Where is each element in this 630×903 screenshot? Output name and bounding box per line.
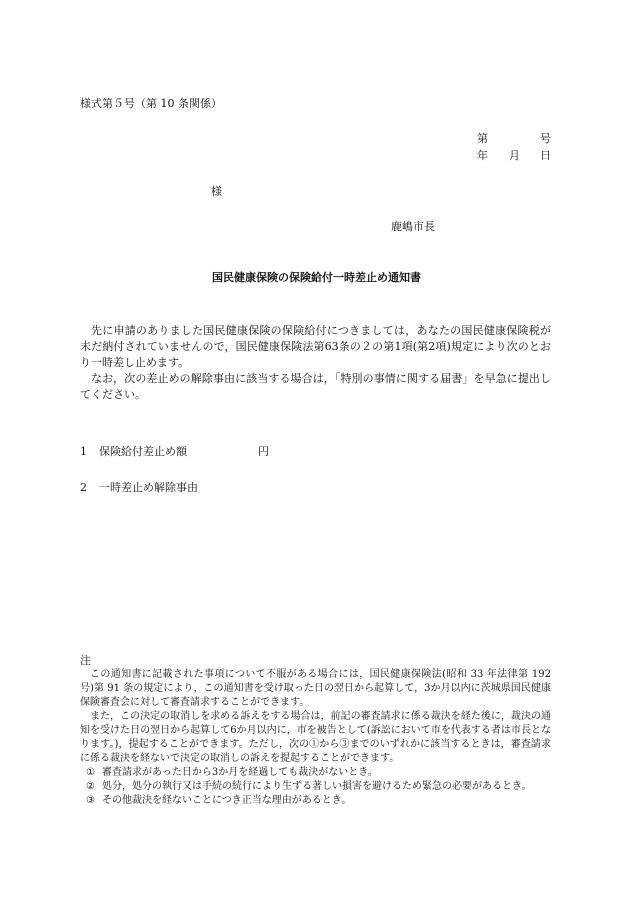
- item-unit: 円: [258, 445, 269, 458]
- sender: 鹿嶋市長: [391, 220, 435, 233]
- condition-item: [80, 780, 551, 794]
- note-heading: 注: [80, 654, 91, 667]
- item-label: 保険給付差止め額: [99, 445, 187, 458]
- condition-number: ②: [86, 781, 95, 792]
- notes-section: [80, 668, 551, 808]
- condition-text: 審査請求があった日から3か月を経過しても裁決がないとき。: [102, 767, 378, 778]
- form-label: 様式第５号（第 10 条関係）: [80, 97, 222, 110]
- number-suffix: 号: [540, 132, 551, 145]
- body-paragraph: なお，次の差止めの解除事由に該当する場合は，「特別の事情に関する届書」を早急に提出してください。: [80, 372, 551, 401]
- number-prefix: 第: [477, 132, 488, 145]
- date-year: 年: [477, 149, 488, 162]
- item-label: 一時差止め解除事由: [99, 481, 198, 494]
- item-number: 1: [80, 445, 87, 458]
- body-paragraph: 先に申請のありました国民健康保険の保険給付につきましては，あなたの国民健康保険税が未だ納付されていませんので，国民健康保険法第63条の２の第1項(第2項)規定により次のとおり一時差し止めます。: [80, 324, 551, 369]
- condition-item: [80, 794, 551, 808]
- condition-item: [80, 766, 551, 780]
- body-text: [80, 323, 551, 403]
- note-paragraph: また，この決定の取消しを求める訴えをする場合は，前記の審査請求に係る裁決を経た後に，裁決の通知を受けた日の翌日から起算して6か月以内に，市を被告として(訴訟において市を代表する者は市長となります。)，提起することができます。ただし，次の①から③までのいずれかに該当するときは，審査請求に係る裁決を経ないで決定の取消しの訴えを提起することができます。: [80, 711, 551, 764]
- condition-number: ③: [86, 795, 95, 806]
- note-paragraph: この通知書に記載された事項について不服がある場合には，国民健康保険法(昭和 33 年法律第 192 号)第 91 条の規定により，この通知書を受け取った日の翌日から起算して，3か月以内に茨城県国民健康保険審査会に対して審査請求することができます。: [80, 669, 551, 708]
- condition-text: その他裁決を経ないことにつき正当な理由があるとき。: [102, 795, 352, 806]
- date-day: 日: [540, 149, 551, 162]
- addressee-suffix: 様: [211, 185, 222, 198]
- document-title: 国民健康保険の保険給付一時差止め通知書: [212, 271, 421, 284]
- date-month: 月: [509, 149, 520, 162]
- condition-number: ①: [86, 767, 95, 778]
- item-number: 2: [80, 481, 87, 494]
- condition-text: 処分，処分の執行又は手続の続行により生ずる著しい損害を避けるため緊急の必要があるとき。: [102, 781, 532, 792]
